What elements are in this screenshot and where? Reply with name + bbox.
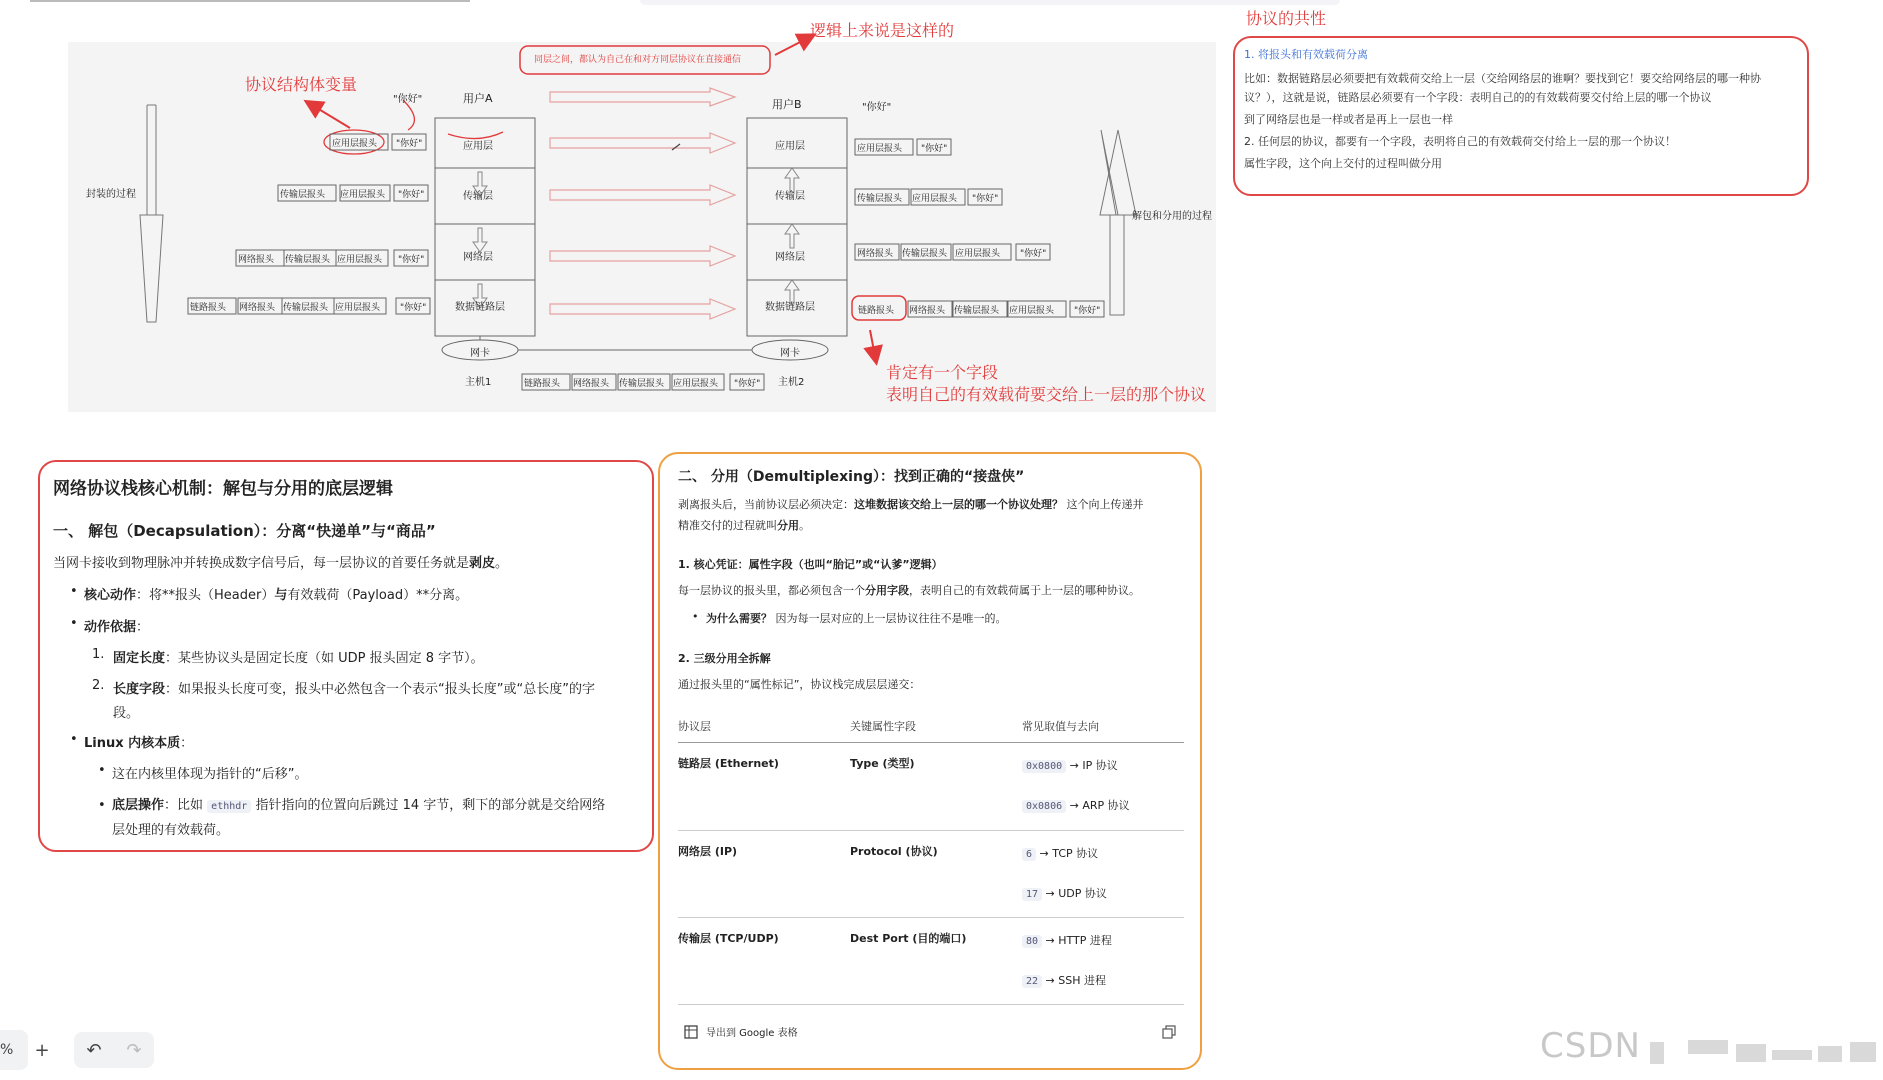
linux-sub1: • 这在内核里体现为指针的“后移”。 [112,763,307,782]
commonality-para3: 属性字段，这个向上交付的过程叫做分用 [1244,157,1442,170]
hdr-a3-app: 应用层报头 [337,255,383,265]
length-field-label: 长度字段 [113,682,166,697]
nihao-top-b: "你好" [862,102,892,113]
hdr-b4-link: 链路报头 [858,306,895,316]
host-a-link-layer: 数据链路层 [455,302,505,313]
linux-label: Linux 内核本质 [84,736,181,751]
encap-down-arrow [140,105,163,322]
nic-a-label: 网卡 [470,348,490,359]
user-b-label: 用户B [772,98,802,111]
hdr-b2-app: 应用层报头 [912,194,958,204]
user-a-label: 用户A [463,92,493,105]
csdn-watermark: CSDN [1540,1026,1641,1066]
commonality-item1-text: 1. 将报头和有效载荷分离 [1244,48,1368,61]
fixed-length-label: 固定长度 [113,651,166,666]
hdr-b2-nihao: "你好" [972,194,999,204]
hdr-b4-nihao: "你好" [1074,306,1101,316]
why-needed-label: 为什么需要？ [706,612,772,625]
decap-intro [53,552,508,571]
demux-intro2-bold: 分用 [777,519,799,532]
low-level-op-post1: 指针指向的位置向后跳过 14 字节，剩下的部分就是交给网络 [255,798,606,813]
demux-intro [678,494,1184,536]
fixed-length-num: 1. [92,647,105,662]
dest-ip: → IP 协议 [1069,759,1118,772]
hdr-a3-nihao: "你好" [398,255,425,265]
hdr-w-app: 应用层报头 [673,379,719,389]
host-b-link-layer: 数据链路层 [765,302,815,313]
copy-icon [1162,1025,1176,1039]
length-field-item [113,678,633,726]
zoom-in-button[interactable] [24,1032,60,1068]
core-action-item [84,584,468,603]
hdr-a2-app: 应用层报头 [340,190,386,200]
hdr-a4-nihao: "你好" [400,303,427,313]
table-row-3-value-1 [1022,932,1112,948]
blur-3 [1736,1044,1766,1062]
demux-intro2-pre: 精准交付的过程就叫 [678,519,777,532]
core-action-pre: ：将**报头（Header） [136,588,275,603]
table-row-1-layer: 链路层 (Ethernet) [678,757,779,770]
demux-sub1-title: 1. 核心凭证：属性字段（也叫“胎记”或“认爹”逻辑） [678,558,943,571]
hdr-a1-app: 应用层报头 [332,139,378,149]
dest-tcp: → TCP 协议 [1039,847,1099,860]
hdr-b4-app: 应用层报头 [1009,306,1055,316]
hdr-a1-nihao: "你好" [396,139,423,149]
plus-icon: + [34,1039,50,1061]
peer-arrows [550,88,735,319]
low-level-op-post2: 层处理的有效载荷。 [112,823,230,838]
core-action-bold: 与 [274,588,288,603]
table-row-3-layer: 传输层 (TCP/UDP) [678,932,779,945]
blur-1 [1650,1042,1664,1064]
demux-sub1-post: ，表明自己的有效载荷属于上一层的哪种协议。 [909,584,1140,597]
decap-intro-post: 。 [495,556,509,571]
table-icon [684,1025,698,1039]
nihao-top-a: "你好" [393,94,423,105]
core-action-post: 有效载荷（Payload）**分离。 [287,588,469,603]
demux-intro-bold: 这堆数据该交给上一层的哪一个协议处理？ [854,498,1063,511]
low-level-op-pre: ：比如 [164,798,204,813]
table-row-3-field: Dest Port (目的端口) [850,932,967,945]
field-annotation-line1: 肯定有一个字段 [886,363,999,382]
core-action-label: 核心动作 [84,588,137,603]
zoom-percent-text: % [0,1042,14,1058]
table-row-3-value-2 [1022,972,1106,988]
hdr-b3-trans: 传输层报头 [902,249,948,259]
code-17: 17 [1022,888,1042,901]
hdr-w-net: 网络报头 [573,379,610,389]
fixed-length-item [113,647,484,666]
hdr-b1-app: 应用层报头 [857,144,903,154]
blur-4 [1772,1050,1812,1060]
hdr-w-trans: 传输层报头 [619,379,665,389]
basis-colon: ： [136,620,150,635]
table-row-divider-1 [678,830,1184,831]
hdr-a4-net: 网络报头 [239,303,276,313]
hdr-b1-nihao: "你好" [921,144,948,154]
encap-label: 封装的过程 [86,189,136,200]
demux-title: 二、 分用（Demultiplexing）：找到正确的“接盘侠” [678,469,1025,485]
logic-annotation: 逻辑上来说是这样的 [810,21,955,40]
why-needed-text: 因为每一层对应的上一层协议往往不是唯一的。 [775,612,1007,625]
blur-6 [1850,1042,1876,1062]
table-row-2-value-1 [1022,845,1098,861]
copy-button[interactable] [1162,1024,1176,1043]
table-row-2-value-2 [1022,885,1107,901]
commonality-item2: 2. 任何层的协议，都要有一个字段，表明将自己的有效载荷交付给上一层的那一个协议！ [1244,135,1676,148]
demux-intro2-post: 。 [799,519,810,532]
hdr-b4-trans: 传输层报头 [954,306,1000,316]
length-field-num: 2. [92,678,105,693]
code-0x0806: 0x0806 [1022,800,1066,813]
host-b-stack [518,118,847,360]
table-row-2-layer: 网络层 (IP) [678,845,738,858]
hdr-w-nihao: "你好" [734,379,761,389]
code-22: 22 [1022,975,1042,988]
ethhdr-code: ethhdr [207,800,251,813]
hdr-a2-nihao: "你好" [398,190,425,200]
table-row-1-value-1 [1022,757,1118,773]
host2-label: 主机2 [778,377,805,388]
dest-arp: → ARP 协议 [1069,799,1130,812]
code-0x0800: 0x0800 [1022,760,1066,773]
hdr-a3-net: 网络报头 [238,255,275,265]
hdr-w-link: 链路报头 [524,379,561,389]
hdr-a4-link: 链路报头 [190,303,227,313]
linux-item [84,732,193,751]
redo-button[interactable] [116,1032,152,1068]
decap-intro-pre: 当网卡接收到物理脉冲并转换成数字信号后，每一层协议的首要任务就是 [53,556,470,571]
undo-icon: ↶ [86,1039,102,1061]
decap-label: 解包和分用的过程 [1132,211,1212,222]
demux-sub1-bold: 分用字段 [865,584,909,597]
low-level-op-label: 底层操作 [112,798,165,813]
host-b-app-layer: 应用层 [775,141,805,152]
table-row-divider-3 [678,1004,1184,1005]
why-needed-item [706,610,1007,626]
host-b-network-layer: 网络层 [775,252,805,263]
demux-intro-pre: 剥离报头后，当前协议层必须决定： [678,498,854,511]
demux-sub2-title: 2. 三级分用全拆解 [678,652,771,665]
code-6: 6 [1022,848,1036,861]
decap-intro-bold: 剥皮 [469,556,496,571]
hdr-b3-net: 网络报头 [857,249,894,259]
dest-http: → HTTP 进程 [1045,934,1112,947]
boxed-note: 同层之间，都认为自己在和对方同层协议在直接通信 [534,55,742,65]
redo-icon: ↷ [126,1039,142,1061]
hdr-b3-nihao: "你好" [1020,249,1047,259]
host-b-transport-layer: 传输层 [775,191,805,202]
host-a-app-layer: 应用层 [463,141,493,152]
blur-2 [1688,1040,1728,1054]
basis-label: 动作依据 [84,620,137,635]
export-label: 导出到 Google 表格 [706,1028,798,1039]
dest-udp: → UDP 协议 [1045,887,1107,900]
host-a-stack [435,118,535,360]
hdr-a4-trans: 传输层报头 [283,303,329,313]
hdr-b3-app: 应用层报头 [955,249,1001,259]
hdr-b2-trans: 传输层报头 [857,194,903,204]
table-row-divider-2 [678,917,1184,918]
hdr-a3-trans: 传输层报头 [285,255,331,265]
nic-b-label: 网卡 [780,348,800,359]
demux-sub1-pre: 每一层协议的报头里，都必须包含一个 [678,584,865,597]
struct-var-annotation: 协议结构体变量 [245,75,358,94]
linux-colon: ： [180,736,194,751]
hdr-a4-app: 应用层报头 [335,303,381,313]
fixed-length-text: ：某些协议头是固定长度（如 UDP 报头固定 8 字节）。 [165,651,484,666]
commonality-para1: 比如：数据链路层必须要把有效载荷交给上一层（交给网络层的谁啊？要找到它！要交给网络层的哪一种协议？），这就是说，链路层必须要有一个字段：表明自己的的有效载荷要交付给上层的哪一个协议 [1244,72,1761,104]
decap-up-arrow [1100,130,1136,315]
host1-label: 主机1 [465,377,492,388]
table-row-2-field: Protocol (协议) [850,845,938,858]
commonality-content [1244,44,1799,175]
table-header-field: 关键属性字段 [850,720,916,733]
table-header-values: 常见取值与去向 [1022,720,1099,733]
undo-button[interactable] [76,1032,112,1068]
hdr-a2-trans: 传输层报头 [280,190,326,200]
stack-inner-arrows [473,168,799,308]
host-a-transport-layer: 传输层 [463,191,493,202]
decap-section-title: 一、 解包（Decapsulation）：分离“快递单”与“商品” [53,522,436,540]
commonality-item1 [1244,44,1799,66]
table-row-1-field: Type (类型) [850,757,915,770]
code-80: 80 [1022,935,1042,948]
decap-card-title: 网络协议栈核心机制：解包与分用的底层逻辑 [53,479,393,499]
commonality-para2: 到了网络层也是一样或者是再上一层也一样 [1244,113,1453,126]
dest-ssh: → SSH 进程 [1045,974,1106,987]
table-header-layer: 协议层 [678,720,711,733]
demux-sub2-text: 通过报头里的“属性标记”，协议栈完成层层递交： [678,678,921,691]
field-annotation-line2: 表明自己的有效载荷要交给上一层的那个协议 [886,385,1207,404]
host-a-network-layer: 网络层 [463,252,493,263]
low-level-op-item [112,794,632,843]
basis-item [84,616,149,635]
length-field-text1: ：如果报头长度可变，报头中必然包含一个表示“报头长度”或“总长度”的字 [165,682,595,697]
length-field-text2: 段。 [113,706,140,721]
hdr-b4-net: 网络报头 [909,306,946,316]
export-google-sheets-button[interactable] [684,1024,798,1039]
blur-5 [1818,1046,1842,1062]
commonality-title: 协议的共性 [1246,9,1327,28]
demux-sub1-text [678,582,1140,598]
demux-intro-post: 这个向上传递并 [1066,498,1144,511]
table-row-1-value-2 [1022,797,1130,813]
table-header-divider [678,742,1184,743]
